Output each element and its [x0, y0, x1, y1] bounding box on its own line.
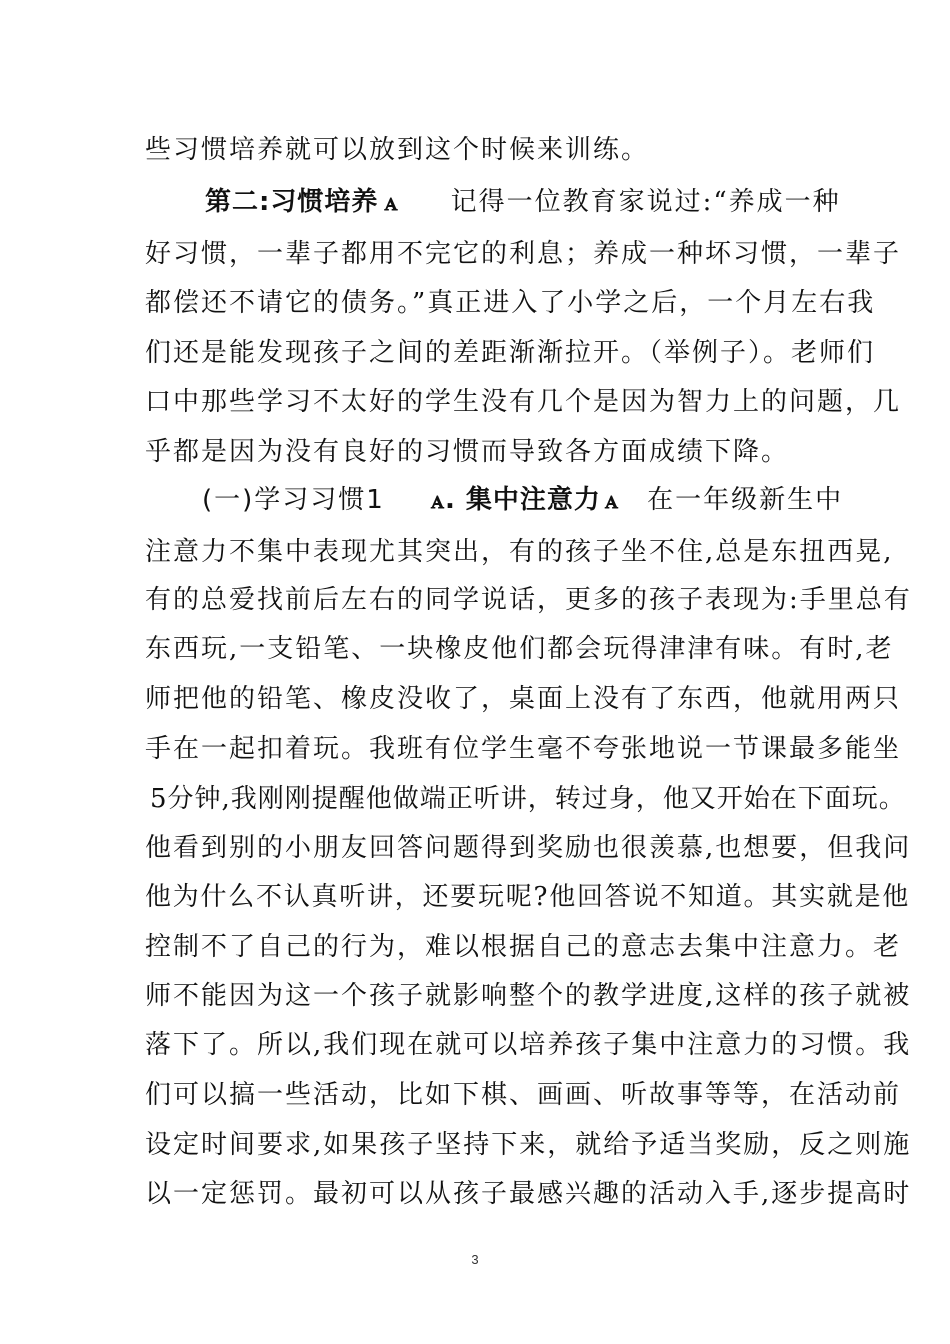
heading-label: 第二:习惯培养: [205, 187, 379, 217]
subheading-title: 集中注意力: [465, 485, 601, 515]
subheading-text: 在一年级新生中: [647, 485, 844, 515]
paragraph-line: 5分钟,我刚刚提醒他做端正听讲，转过身，他又开始在下面玩。: [150, 784, 906, 814]
paragraph-line: 口中那些学习不太好的学生没有几个是因为智力上的问题，几: [145, 387, 902, 417]
section-heading: [205, 186, 841, 218]
paragraph-line: 好习惯，一辈子都用不完它的利息；养成一种坏习惯，一辈子: [145, 239, 902, 269]
paragraph-line: 都偿还不请它的债务。”真正进入了小学之后，一个月左右我: [145, 288, 876, 318]
paragraph-line: 师不能因为这一个孩子就影响整个的教学进度,这样的孩子就被: [145, 981, 912, 1011]
paragraph-line: 们还是能发现孩子之间的差距渐渐拉开。（举例子）。老师们: [145, 338, 876, 368]
paragraph-line: 手在一起扣着玩。我班有位学生毫不夸张地说一节课最多能坐: [145, 734, 902, 764]
paragraph-line: 他看到别的小朋友回答问题得到奖励也很羡慕,也想要，但我问: [145, 833, 912, 863]
subheading-mark: ꭺ.: [430, 485, 456, 515]
paragraph-line: 师把他的铅笔、橡皮没收了，桌面上没有了东西，他就用两只: [145, 684, 902, 714]
subsection-heading: [202, 484, 843, 516]
paragraph-line: 东西玩,一支铅笔、一块橡皮他们都会玩得津津有味。有时,老: [145, 634, 894, 664]
paragraph-line: 注意力不集中表现尤其突出，有的孩子坐不住,总是东扭西晃,: [145, 537, 894, 567]
paragraph-line: 们可以搞一些活动，比如下棋、画画、听故事等等，在活动前: [145, 1080, 902, 1110]
page-number: 3: [471, 1252, 479, 1267]
paragraph-line: 落下了。所以,我们现在就可以培养孩子集中注意力的习惯。我: [145, 1030, 912, 1060]
heading-mark: ꭺ: [384, 187, 399, 217]
paragraph-line: 他为什么不认真听讲，还要玩呢?他回答说不知道。其实就是他: [145, 882, 910, 912]
paragraph-line: 些习惯培养就可以放到这个时候来训练。: [145, 135, 650, 165]
subheading-mark: ꭺ: [604, 485, 620, 515]
paragraph-line: 乎都是因为没有良好的习惯而导致各方面成绩下降。: [145, 437, 790, 467]
paragraph-line: 有的总爱找前后左右的同学说话，更多的孩子表现为:手里总有: [145, 585, 912, 615]
heading-text: 记得一位教育家说过:“养成一种: [450, 187, 841, 217]
paragraph-line: 以一定惩罚。最初可以从孩子最感兴趣的活动入手,逐步提高时: [145, 1179, 912, 1209]
paragraph-line: 设定时间要求,如果孩子坚持下来，就给予适当奖励，反之则施: [145, 1130, 912, 1160]
paragraph-line: 控制不了自己的行为，难以根据自己的意志去集中注意力。老: [145, 932, 902, 962]
subheading-prefix: (一)学习习惯1: [202, 485, 385, 515]
